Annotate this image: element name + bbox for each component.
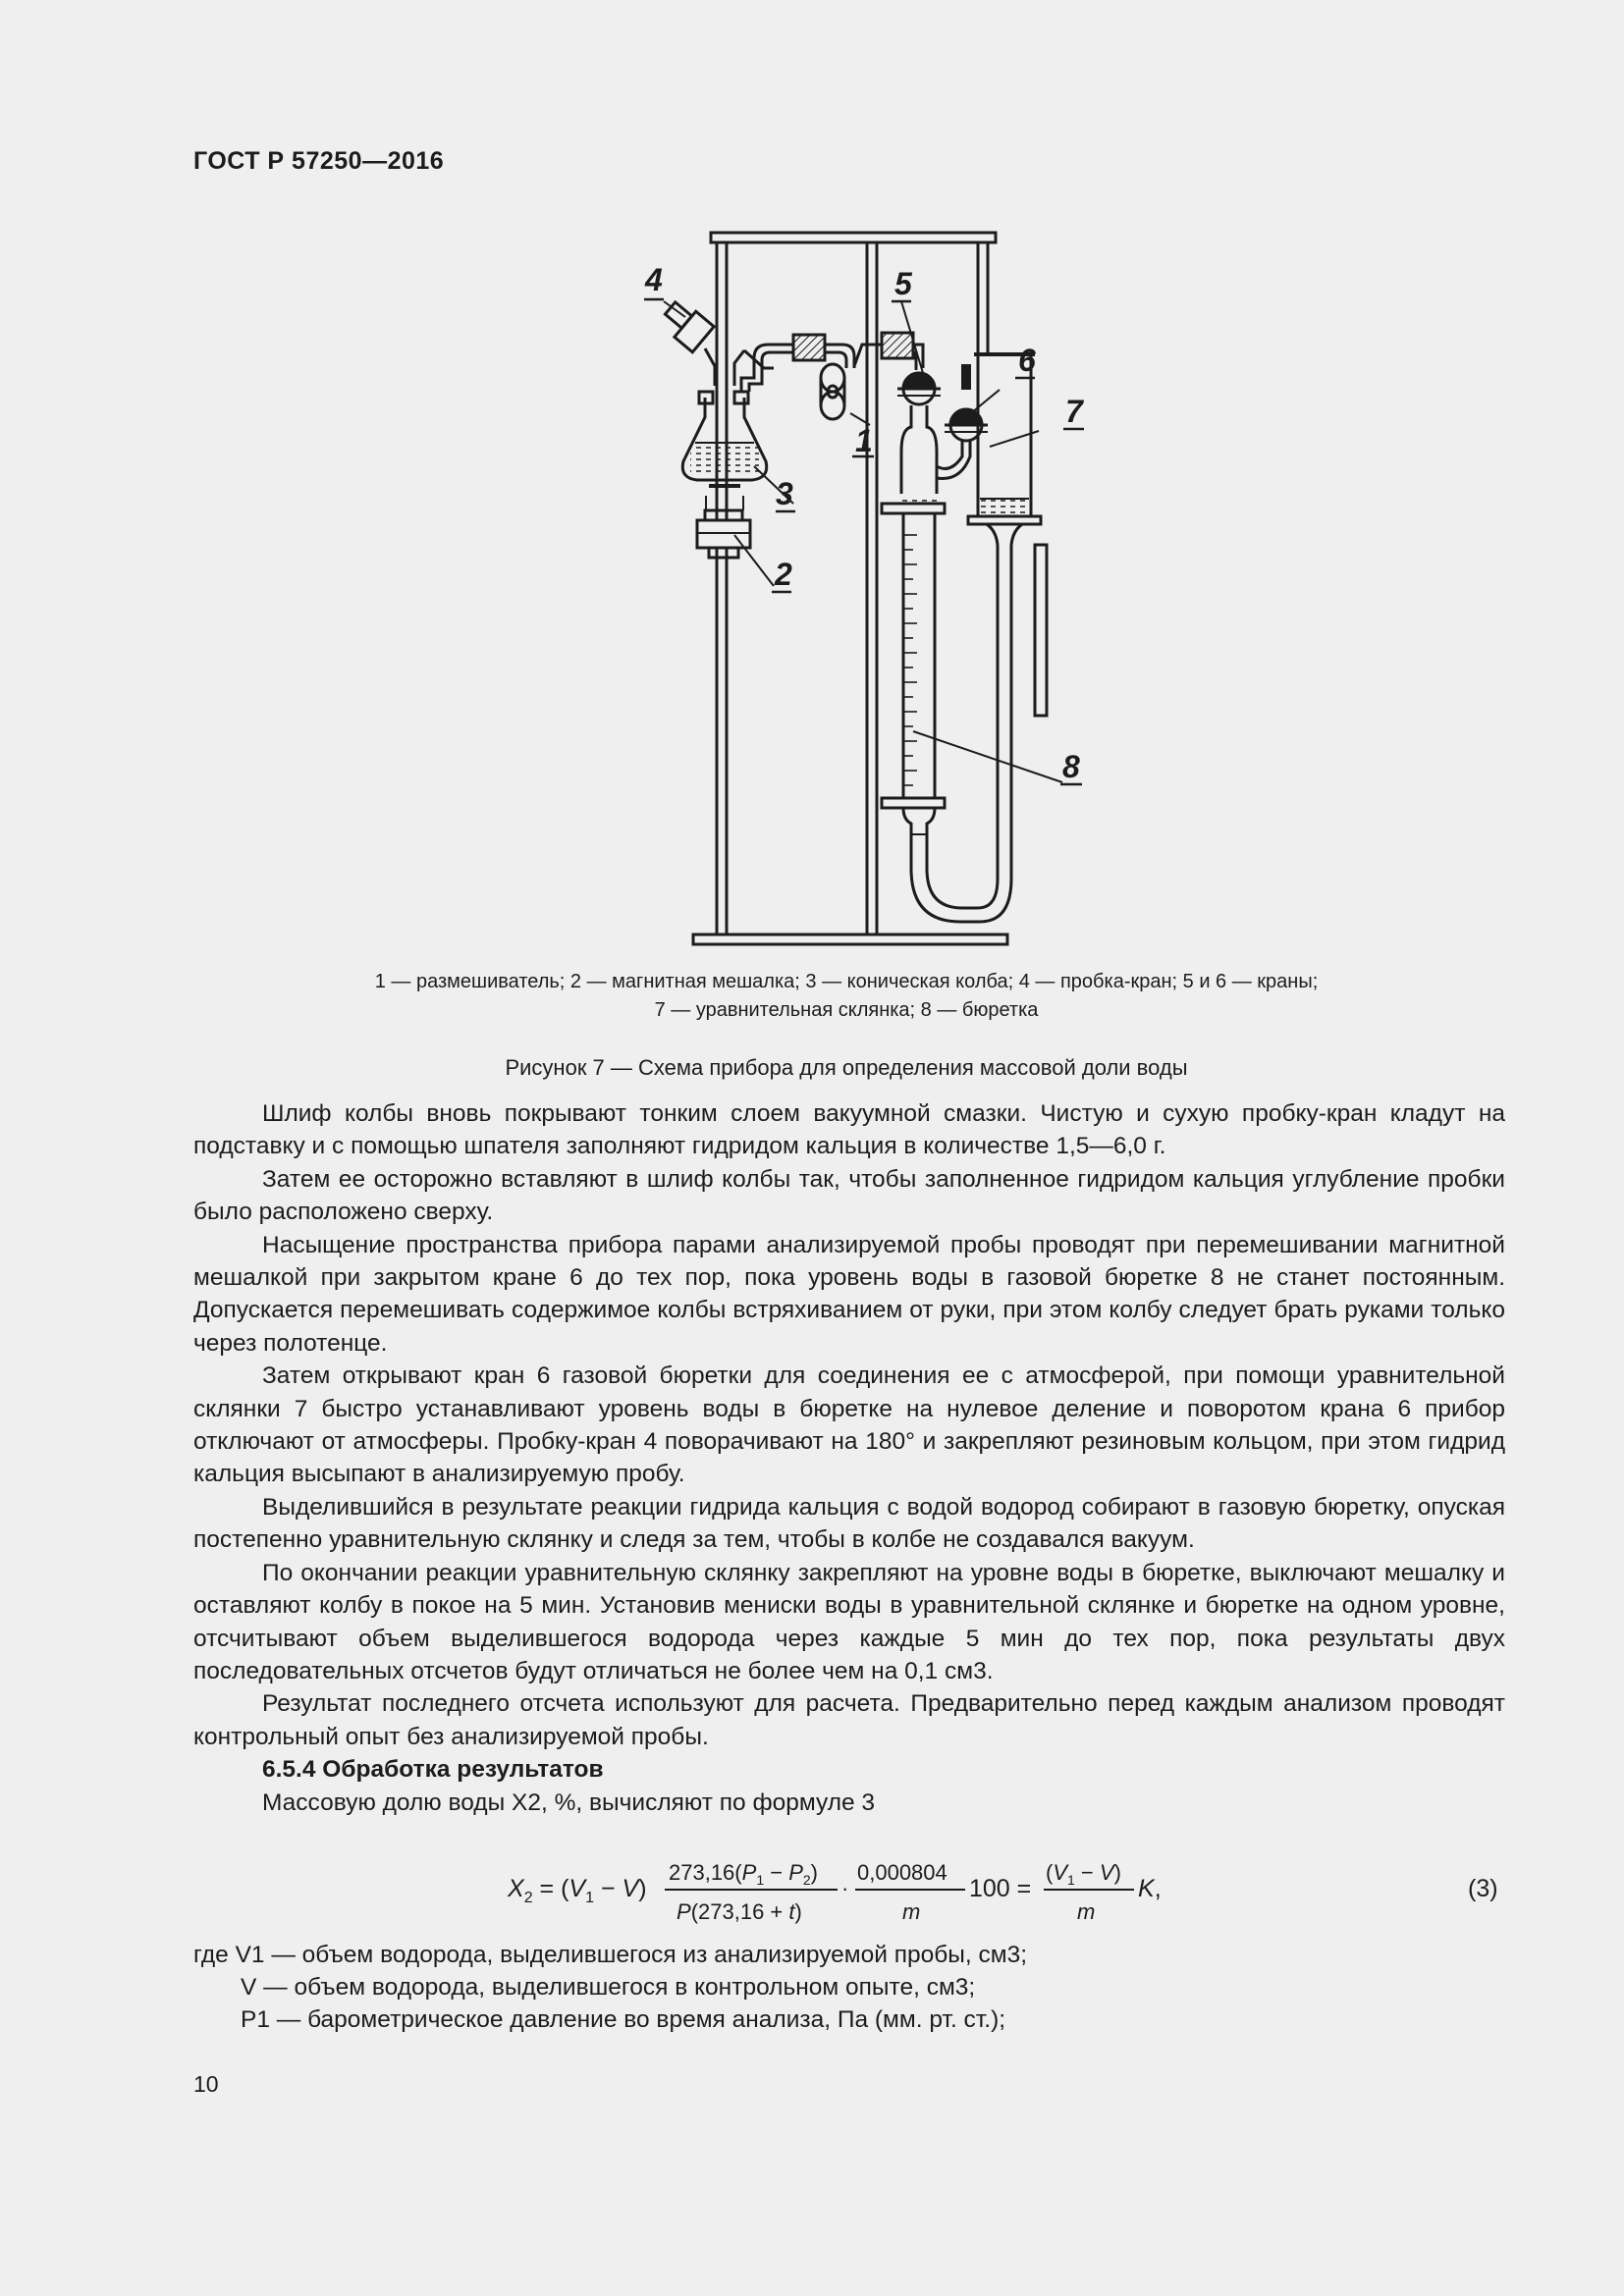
paragraph: Результат последнего отсчета используют для расчета. Предварительно перед каждым анализом проводят контрольный опыт без анализируемой пробы. xyxy=(193,1690,1505,1750)
svg-text:m: m xyxy=(902,1899,921,1924)
figure-caption: Рисунок 7 — Схема прибора для определения массовой доли воды xyxy=(505,1055,1188,1080)
svg-text:m: m xyxy=(1077,1899,1096,1924)
label-3: 3 xyxy=(776,476,793,511)
standard-header: ГОСТ Р 57250—2016 xyxy=(193,147,445,175)
svg-text:273,16(P1 − P2): $273,16(P_1 - P_2)$ xyxy=(669,1860,818,1888)
paragraph: Насыщение пространства прибора парами анализируемой пробы проводят при перемешивании магнитной мешалкой при закрытом кране 6 до тех пор, пока уровень воды в газовой бюретке 8 не станет постоянным. Допускается перемешивать содержимое колбы встряхиванием от руки, при этом колбу следует брать руками только через полотенце. xyxy=(193,1231,1505,1357)
page-number: 10 xyxy=(193,2071,219,2097)
svg-text:0,000804: 0,000804 xyxy=(857,1860,947,1885)
label-8: 8 xyxy=(1062,749,1080,784)
definition-v1: где V1 — объем водорода, выделившегося из анализируемой пробы, см3; xyxy=(193,1942,1028,1968)
label-7: 7 xyxy=(1065,394,1083,429)
label-2: 2 xyxy=(775,557,792,592)
body-text xyxy=(193,1097,1505,1819)
formula-3 xyxy=(193,1831,1505,1939)
paragraph: По окончании реакции уравнительную склянку закрепляют на уровне воды в бюретке, выключают мешалку и оставляют колбу в покое на 5 мин. Установив мениски воды в уравнительной склянке и бюретке на одном уровне, отсчитывают объем выделившегося водорода через каждые 5 мин до тех пор, пока результаты двух последовательных отсчетов будут отличаться не более чем на 0,1 см3. xyxy=(193,1559,1505,1684)
apparatus-diagram xyxy=(607,221,1117,952)
definition-v: V — объем водорода, выделившегося в контрольном опыте, см3; xyxy=(241,1974,976,2001)
section-intro: Массовую долю воды X2, %, вычисляют по формуле 3 xyxy=(262,1789,876,1816)
svg-text:100 =: 100 = xyxy=(969,1875,1032,1902)
paragraph: Затем ее осторожно вставляют в шлиф колбы так, чтобы заполненное гидридом кальция углубление пробки было расположено сверху. xyxy=(193,1165,1505,1226)
label-5: 5 xyxy=(894,266,912,301)
paragraph: Шлиф колбы вновь покрывают тонким слоем вакуумной смазки. Чистую и сухую пробку-кран кладут на подставку и с помощью шпателя заполняют гидридом кальция в количестве 1,5—6,0 г. xyxy=(193,1100,1505,1160)
label-6: 6 xyxy=(1018,343,1036,378)
section-title: 6.5.4 Обработка результатов xyxy=(262,1756,604,1784)
svg-text:K,: K, xyxy=(1138,1875,1162,1902)
definitions xyxy=(193,1939,1505,2036)
formula-number: (3) xyxy=(1468,1875,1498,1902)
svg-text:P(273,16 + t): P(273,16 + t) xyxy=(677,1899,802,1924)
label-4: 4 xyxy=(645,262,663,297)
svg-text:·: · xyxy=(841,1876,849,1900)
legend-line-1: 1 — размешиватель; 2 — магнитная мешалка; 3 — коническая колба; 4 — пробка-кран; 5 и 6 — краны; xyxy=(374,971,1319,992)
svg-text:X2 = (V1 − V): $X_2 = (V_1 - V)$ xyxy=(508,1875,647,1906)
paragraph: Выделившийся в результате реакции гидрида кальция с водой водород собирают в газовую бюретку, опуская постепенно уравнительную склянку и следя за тем, чтобы в колбе не создавался вакуум. xyxy=(193,1493,1505,1554)
svg-text:(V1 − V): $(V_1 - V)$ xyxy=(1046,1860,1121,1888)
paragraph: Затем открывают кран 6 газовой бюретки для соединения ее с атмосферой, при помощи уравнительной склянки 7 быстро устанавливают уровень воды в бюретке на нулевое деление и поворотом крана 6 прибор отключают от атмосферы. Пробку-кран 4 поворачивают на 180° и закрепляют резиновым кольцом, при этом гидрид кальция высыпают в анализируемую пробу. xyxy=(193,1362,1505,1488)
legend-line-2: 7 — уравнительная склянка; 8 — бюретка xyxy=(654,999,1039,1021)
definition-p1: P1 — барометрическое давление во время анализа, Па (мм. рт. ст.); xyxy=(241,2006,1006,2033)
label-1: 1 xyxy=(855,423,873,458)
